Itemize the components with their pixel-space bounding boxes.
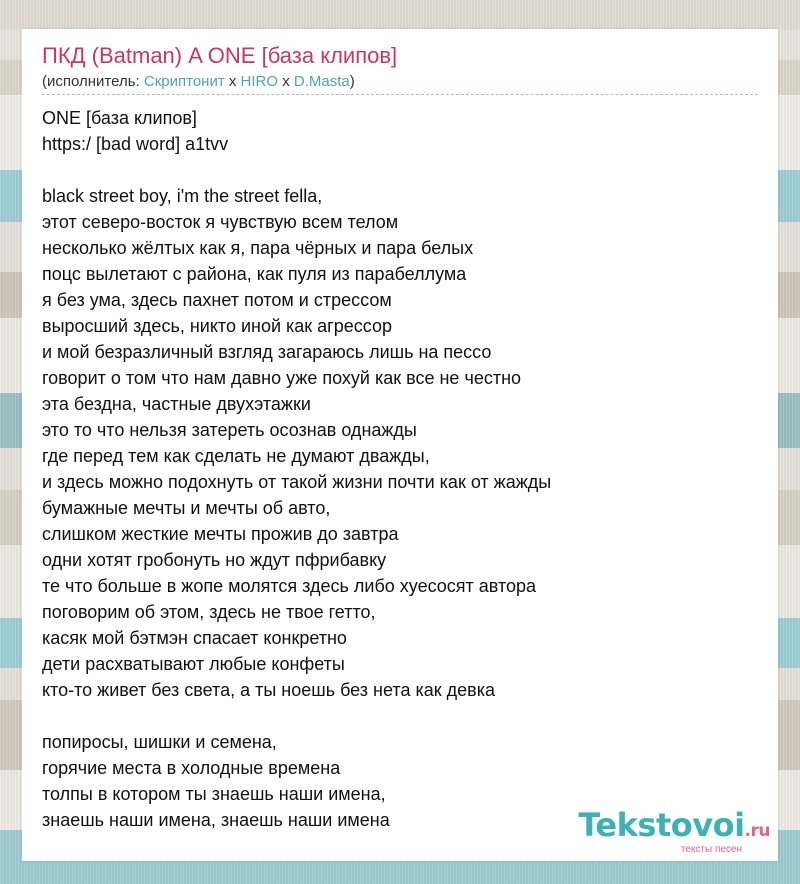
lyric-line: попиросы, шишки и семена,	[42, 732, 277, 752]
lyric-line: https:/ [bad word] a1tvv	[42, 134, 229, 154]
lyric-line: эта бездна, частные двухэтажки	[42, 394, 311, 414]
lyric-line: говорит о том что нам давно уже похуй как все не честно	[42, 368, 522, 388]
artist-link-3[interactable]: D.Masta	[293, 73, 350, 90]
logo-domain: .ru	[744, 821, 770, 841]
artist-separator: x	[278, 73, 294, 90]
lyric-line: black street boy, i'm the street fella,	[42, 186, 323, 206]
lyric-line: несколько жёлтых как я, пара чёрных и пара белых	[42, 238, 474, 258]
lyric-line: поцс вылетают с района, как пуля из парабеллума	[42, 264, 467, 284]
artist-suffix: )	[349, 73, 355, 90]
lyric-line: и мой безразличный взгляд загараюсь лишь на пессо	[42, 342, 492, 362]
lyric-line: ONE [база клипов]	[42, 108, 197, 128]
logo-wordmark	[578, 808, 770, 848]
artist-line	[42, 73, 758, 95]
lyrics-card	[22, 29, 778, 861]
lyric-line: это то что нельзя затереть осознав однажды	[42, 420, 417, 440]
lyric-line: те что больше в жопе молятся здесь либо хуесосят автора	[42, 576, 537, 596]
stanza-break	[42, 157, 758, 183]
page-title: ПКД (Batman) A ONE [база клипов]	[42, 43, 398, 68]
logo-tagline: тексты песен	[680, 844, 742, 855]
lyric-line: и здесь можно подохнуть от такой жизни почти как от жажды	[42, 472, 552, 492]
artist-separator: x	[224, 73, 241, 90]
lyric-line: этот северо-восток я чувствую всем телом	[42, 212, 399, 232]
lyric-line: поговорим об этом, здесь не твое гетто,	[42, 602, 376, 622]
logo-name: Tekstovoi	[578, 806, 745, 844]
lyrics-text	[42, 105, 758, 833]
lyric-line: толпы в котором ты знаешь наши имена,	[42, 784, 386, 804]
lyric-line: касяк мой бэтмэн спасает конкретно	[42, 628, 347, 648]
artist-prefix: (исполнитель:	[42, 73, 144, 90]
lyric-line: я без ума, здесь пахнет потом и стрессом	[42, 290, 392, 310]
lyric-line: одни хотят гробонуть но ждут пфрибавку	[42, 550, 387, 570]
lyric-line: выросший здесь, никто иной как агрессор	[42, 316, 392, 336]
lyric-line: дети расхватывают любые конфеты	[42, 654, 345, 674]
lyric-line: кто-то живет без света, а ты ноешь без нета как девка	[42, 680, 495, 700]
lyric-line: знаешь наши имена, знаешь наши имена	[42, 810, 390, 830]
lyric-line: бумажные мечты и мечты об авто,	[42, 498, 331, 518]
lyric-line: слишком жесткие мечты прожив до завтра	[42, 524, 399, 544]
lyric-line: горячие места в холодные времена	[42, 758, 341, 778]
site-logo[interactable]	[578, 808, 770, 855]
artist-link-2[interactable]: HIRO	[240, 73, 279, 90]
artist-link-1[interactable]: Скриптонит	[143, 73, 225, 90]
lyric-line: где перед тем как сделать не думают дважды,	[42, 446, 430, 466]
stanza-break	[42, 703, 758, 729]
